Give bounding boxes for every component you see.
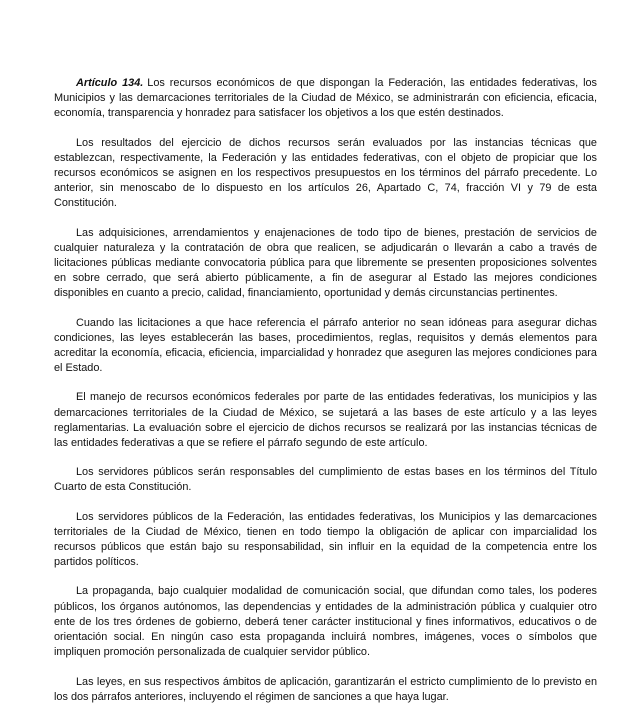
paragraph-7: Los servidores públicos de la Federación, las entidades federativas, los Municipios y las demarcaciones territoriales de la Ciudad de México, tienen en todo tiempo la obligación de aplicar con imparcialidad los recursos públicos que están bajo su responsabilidad, sin influir en la equidad de la competencia entre los partidos políticos. — [54, 510, 597, 569]
paragraph-3: Las adquisiciones, arrendamientos y enajenaciones de todo tipo de bienes, prestación de servicios de cualquier naturaleza y la contratación de obra que realicen, se adjudicarán o llevarán a cabo a través de licitaciones públicas mediante convocatoria pública para que libremente se presenten proposiciones solventes en sobre cerrado, que será abierto públicamente, a fin de asegurar al Estado las mejores condiciones disponibles en cuanto a precio, calidad, financiamiento, oportunidad y demás circunstancias pertinentes. — [54, 226, 597, 300]
paragraph-2: Los resultados del ejercicio de dichos recursos serán evaluados por las instancias técnicas que establezcan, respectivamente, la Federación y las entidades federativas, con el objeto de propiciar que los recursos económicos se asignen en los respectivos presupuestos en los términos del párrafo precedente. Lo anterior, sin menoscabo de lo dispuesto en los artículos 26, Apartado C, 74, fracción VI y 79 de esta Constitución. — [54, 136, 597, 210]
article-title: Artículo 134. — [76, 77, 144, 89]
paragraph-9: Las leyes, en sus respectivos ámbitos de aplicación, garantizarán el estricto cumplimiento de lo previsto en los dos párrafos anteriores, incluyendo el régimen de sanciones a que haya lugar. — [54, 675, 597, 703]
paragraph-6: Los servidores públicos serán responsables del cumplimiento de estas bases en los términos del Título Cuarto de esta Constitución. — [54, 466, 597, 494]
paragraph-5: El manejo de recursos económicos federales por parte de las entidades federativas, los municipios y las demarcaciones territoriales de la Ciudad de México, se sujetará a las bases de este artículo y a las leyes reglamentarias. La evaluación sobre el ejercicio de dichos recursos se realizará por las instancias técnicas de las entidades federativas a que se refiere el párrafo segundo de este artículo. — [54, 391, 597, 450]
document-page — [54, 76, 597, 705]
paragraph-8: La propaganda, bajo cualquier modalidad de comunicación social, que difundan como tales, los poderes públicos, los órganos autónomos, las dependencias y entidades de la administración pública y cualquier otro ente de los tres órdenes de gobierno, deberá tener carácter institucional y fines informativos, educativos o de orientación social. En ningún caso esta propaganda incluirá nombres, imágenes, voces o símbolos que impliquen promoción personalizada de cualquier servidor público. — [54, 585, 597, 659]
paragraph-1-text: Los recursos económicos de que dispongan la Federación, las entidades federativas, los Municipios y las demarcaciones territoriales de la Ciudad de México, se administrarán con eficiencia, eficacia, economía, transparencia y honradez para satisfacer los objetivos a los que estén destinados. — [54, 77, 598, 120]
paragraph-4: Cuando las licitaciones a que hace referencia el párrafo anterior no sean idóneas para asegurar dichas condiciones, las leyes establecerán las bases, procedimientos, reglas, requisitos y demás elementos para acreditar la economía, eficacia, eficiencia, imparcialidad y honradez que aseguren las mejores condiciones para el Estado. — [54, 316, 597, 375]
paragraph-1 — [54, 76, 597, 122]
